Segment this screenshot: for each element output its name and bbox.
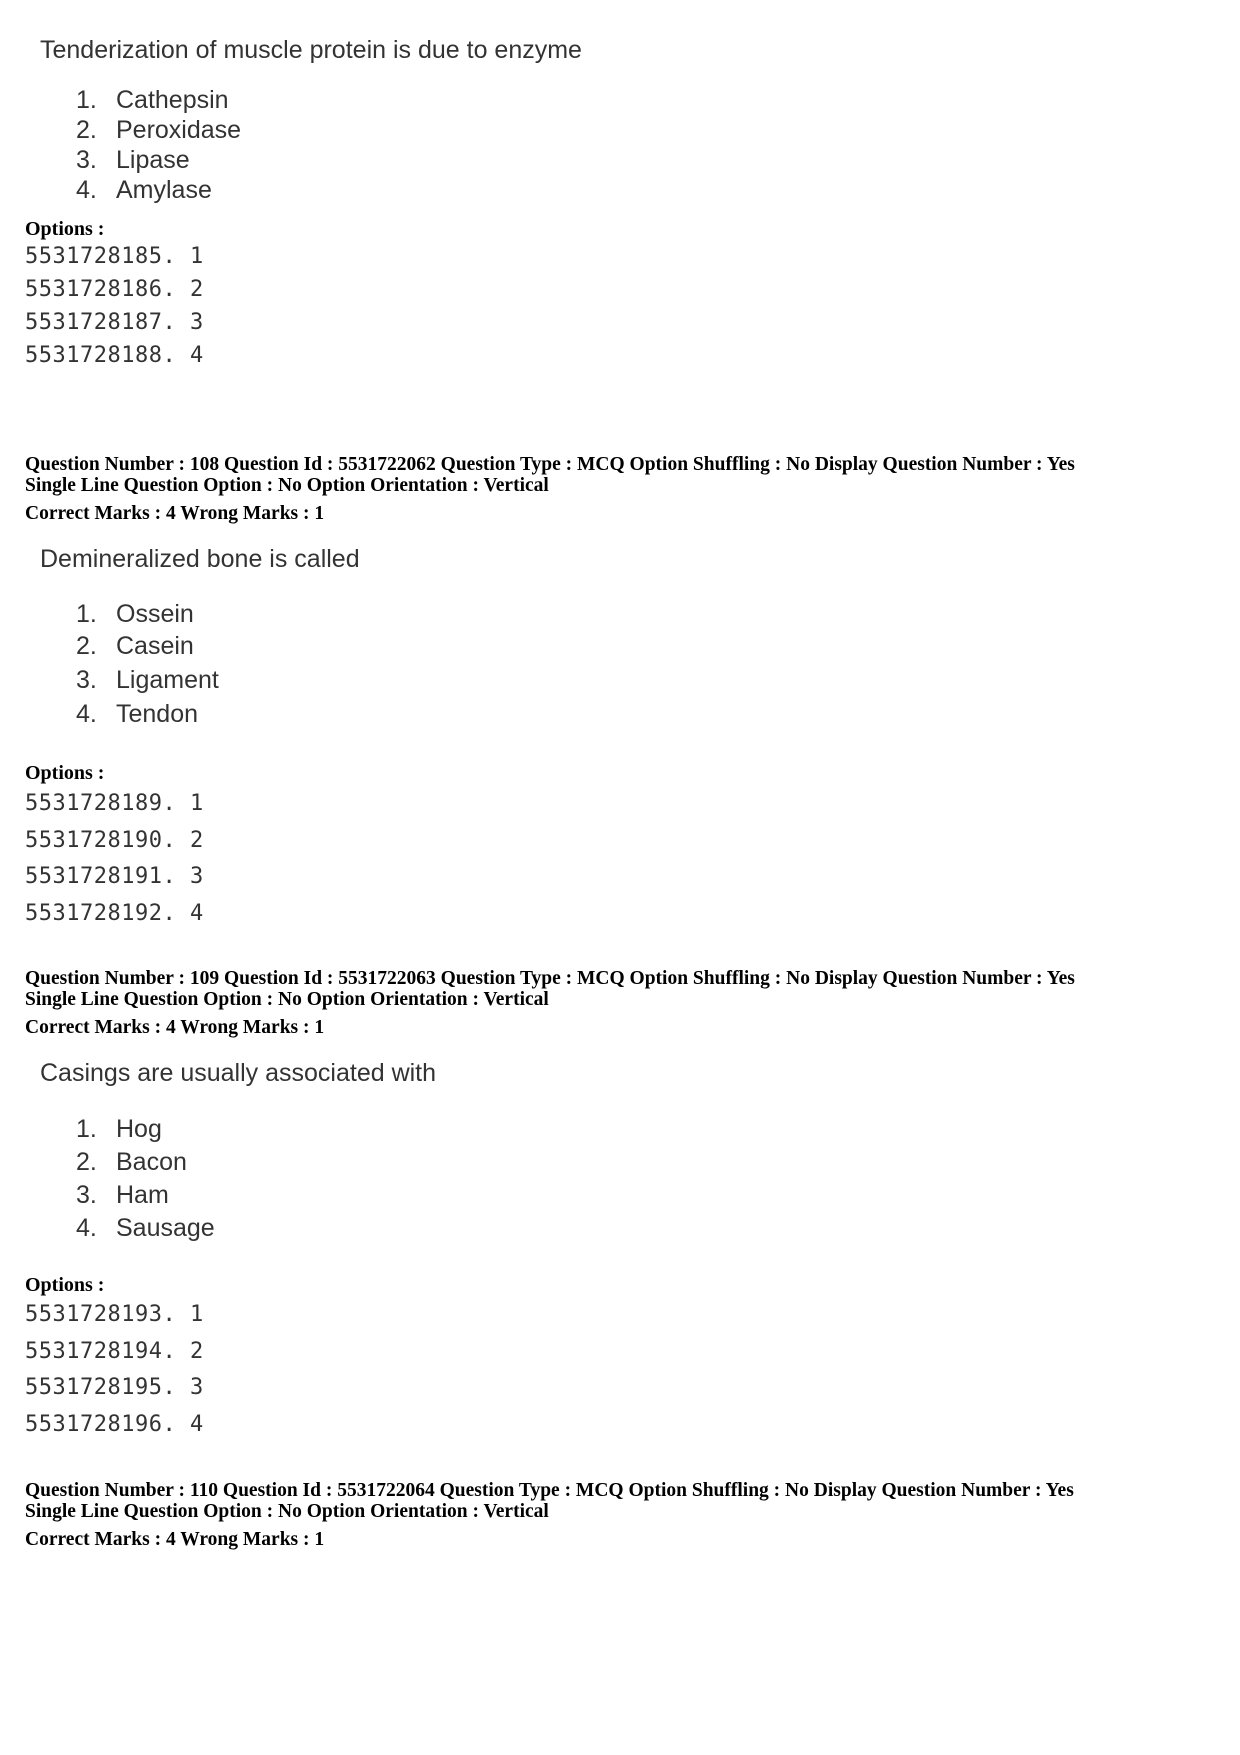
options-heading: Options :	[25, 218, 105, 240]
options-heading: Options :	[25, 1274, 105, 1296]
option-id: 5531728194. 2	[25, 1339, 204, 1364]
choice-item: 4. Amylase	[76, 176, 212, 204]
choice-item: 1. Cathepsin	[76, 86, 229, 114]
choice-item: 3. Ligament	[76, 666, 219, 694]
choice-item: 4. Tendon	[76, 700, 199, 728]
option-id: 5531728189. 1	[25, 791, 204, 816]
question-stem: Tenderization of muscle protein is due to enzyme	[40, 36, 582, 64]
option-id: 5531728195. 3	[25, 1375, 204, 1400]
choice-item: 2. Peroxidase	[76, 116, 242, 144]
options-heading: Options :	[25, 762, 105, 784]
option-id: 5531728186. 2	[25, 277, 204, 302]
choice-item: 1. Ossein	[76, 600, 194, 628]
question-meta: Single Line Question Option : No Option Orientation : Vertical	[25, 989, 549, 1010]
option-id: 5531728187. 3	[25, 310, 204, 335]
question-marks: Correct Marks : 4 Wrong Marks : 1	[25, 503, 325, 524]
option-id: 5531728185. 1	[25, 244, 204, 269]
choice-item: 2. Bacon	[76, 1148, 187, 1176]
question-meta: Single Line Question Option : No Option Orientation : Vertical	[25, 1501, 549, 1522]
choice-item: 3. Ham	[76, 1181, 169, 1209]
option-id: 5531728192. 4	[25, 901, 204, 926]
option-id: 5531728191. 3	[25, 864, 204, 889]
option-id: 5531728188. 4	[25, 343, 204, 368]
question-stem: Demineralized bone is called	[40, 545, 360, 573]
option-id: 5531728193. 1	[25, 1302, 204, 1327]
question-marks: Correct Marks : 4 Wrong Marks : 1	[25, 1017, 325, 1038]
choice-item: 2. Casein	[76, 632, 194, 660]
option-id: 5531728196. 4	[25, 1412, 204, 1437]
question-stem: Casings are usually associated with	[40, 1059, 437, 1087]
question-meta: Question Number : 108 Question Id : 5531722062 Question Type : MCQ Option Shuffling : No Display Question Number : Yes	[25, 454, 1075, 475]
choice-item: 1. Hog	[76, 1115, 162, 1143]
choice-item: 3. Lipase	[76, 146, 190, 174]
choice-item: 4. Sausage	[76, 1214, 215, 1242]
option-id: 5531728190. 2	[25, 828, 204, 853]
question-marks: Correct Marks : 4 Wrong Marks : 1	[25, 1529, 325, 1550]
question-meta: Question Number : 109 Question Id : 5531722063 Question Type : MCQ Option Shuffling : No Display Question Number : Yes	[25, 968, 1075, 989]
question-meta: Question Number : 110 Question Id : 5531722064 Question Type : MCQ Option Shuffling : No Display Question Number : Yes	[25, 1480, 1074, 1501]
question-meta: Single Line Question Option : No Option Orientation : Vertical	[25, 475, 549, 496]
